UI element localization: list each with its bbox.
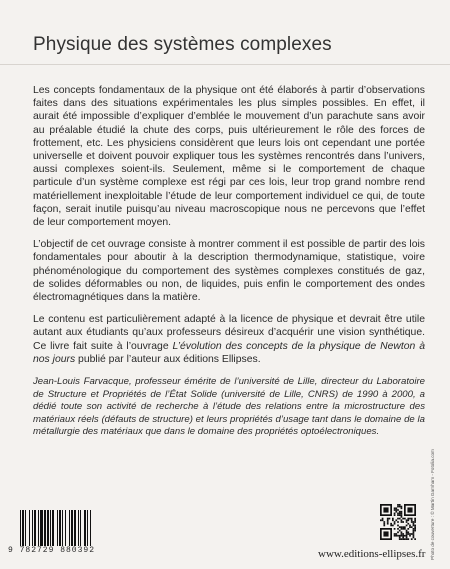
barcode-bar bbox=[44, 510, 46, 546]
photo-credit-text: Photo de couverture : © Martin Garnham - Fotolia.com bbox=[430, 449, 435, 560]
qr-module bbox=[401, 528, 403, 530]
qr-module bbox=[409, 535, 411, 537]
qr-module bbox=[414, 519, 416, 521]
qr-module bbox=[390, 525, 392, 527]
barcode-bar bbox=[38, 510, 39, 546]
back-cover-text bbox=[33, 84, 425, 448]
qr-module bbox=[411, 519, 413, 521]
barcode-bar bbox=[22, 510, 24, 546]
qr-module bbox=[401, 507, 403, 509]
qr-module bbox=[397, 528, 399, 530]
qr-module bbox=[399, 537, 401, 539]
qr-module bbox=[399, 513, 401, 515]
qr-module bbox=[401, 511, 403, 513]
qr-module bbox=[397, 514, 399, 516]
qr-module bbox=[392, 519, 394, 521]
qr-module bbox=[413, 530, 415, 532]
barcode-bar bbox=[25, 510, 26, 546]
qr-module bbox=[406, 530, 408, 532]
qr-module bbox=[406, 525, 408, 527]
qr-module bbox=[394, 521, 396, 523]
qr-module bbox=[383, 525, 385, 527]
qr-module bbox=[407, 538, 409, 540]
qr-module bbox=[409, 518, 411, 520]
qr-module bbox=[389, 518, 391, 520]
qr-module bbox=[414, 521, 416, 523]
qr-module bbox=[395, 533, 397, 535]
qr-module bbox=[397, 518, 399, 520]
qr-module bbox=[407, 518, 409, 520]
paragraph-intro: Les concepts fondamentaux de la physique ont été élaborés à partir d’observations faites dans des situations expérimentales les plus simples possibles. En effet, il aurait été impossible d’expliquer d’emblée le mouvement d’un parachute sans avoir au préalable étudié la chute des corps, puis ultérieurement le rôle des forces de frottement, etc. Les physiciens considèrent que leurs lois ont cependant une portée universelle et doivent pouvoir expliquer tous les systèmes rencontrés dans l’univers, aussi complexes soient-ils. Seulement, même si le comportement de chaque particule d’un système complexe est régi par ces lois, leur trop grand nombre rend matériellement inexploitable l’étude de leur comportement individuel ce qui, de toute façon, serait inutile puisqu’au niveau macroscopique nous ne percevons que l’effet de leur comportement moyen. bbox=[33, 85, 425, 229]
qr-module bbox=[392, 525, 394, 527]
qr-module bbox=[397, 504, 399, 506]
qr-module bbox=[409, 533, 411, 535]
qr-module bbox=[414, 518, 416, 520]
qr-module bbox=[399, 535, 401, 537]
qr-module bbox=[394, 523, 396, 525]
qr-module bbox=[407, 507, 412, 512]
qr-module bbox=[395, 509, 397, 511]
barcode-bar bbox=[32, 510, 33, 546]
qr-module bbox=[399, 511, 401, 513]
qr-module bbox=[380, 519, 382, 521]
qr-module bbox=[413, 533, 415, 535]
qr-module bbox=[397, 506, 399, 508]
paragraph-audience-end: publié par l’auteur aux éditions Ellipses. bbox=[75, 353, 261, 365]
qr-module bbox=[404, 518, 406, 520]
qr-module bbox=[395, 519, 397, 521]
qr-module bbox=[406, 537, 408, 539]
qr-module bbox=[383, 507, 388, 512]
qr-module bbox=[401, 538, 403, 540]
qr-module bbox=[411, 538, 413, 540]
qr-module bbox=[413, 535, 415, 537]
barcode-bar bbox=[80, 510, 81, 546]
qr-module bbox=[406, 533, 408, 535]
qr-module bbox=[404, 538, 406, 540]
qr-module bbox=[407, 531, 409, 533]
qr-module bbox=[411, 526, 413, 528]
barcode-bar bbox=[34, 510, 36, 546]
barcode-bar bbox=[65, 510, 66, 546]
barcode-bar bbox=[84, 510, 86, 546]
publisher-url: www.editions-ellipses.fr bbox=[318, 548, 426, 560]
paragraph-audience-start: Le contenu est particulièrement adapté à la licence de physique et devrait être utile autant aux étudiants qu’aux professeurs désireux d’acquérir une vision synthétique. Ce livre fait suite à l’ouvrage bbox=[33, 314, 425, 352]
qr-module bbox=[397, 509, 399, 511]
qr-module bbox=[402, 535, 404, 537]
qr-module bbox=[413, 531, 415, 533]
qr-module bbox=[414, 538, 416, 540]
qr-module bbox=[413, 525, 415, 527]
barcode-bar bbox=[29, 510, 30, 546]
qr-module bbox=[397, 525, 399, 527]
barcode-bar bbox=[59, 510, 61, 546]
barcode-bar bbox=[78, 510, 79, 546]
qr-module bbox=[407, 528, 409, 530]
qr-module bbox=[411, 518, 413, 520]
qr-module bbox=[397, 531, 399, 533]
qr-module bbox=[401, 519, 403, 521]
author-bio: Jean-Louis Farvacque, professeur émérite de l’université de Lille, directeur du Laboratoire de Structure et Propriétés de l’État Solide (université de Lille, CNRS) de 1990 à 2000, a dédié toute son activité de recherche à l’étude des relations entre la microstructure des matériaux réels (défauts de structure) et leurs propriétés d’usage tant dans le domaine de la métallurgie des matériaux que dans le domaine des propriétés optoélectroniques. bbox=[33, 376, 425, 438]
qr-module bbox=[401, 506, 403, 508]
qr-module bbox=[411, 521, 413, 523]
barcode-bar bbox=[52, 510, 54, 546]
qr-module bbox=[395, 511, 397, 513]
qr-module bbox=[401, 514, 403, 516]
qr-module bbox=[395, 507, 397, 509]
photo-credit bbox=[430, 410, 440, 560]
qr-module bbox=[406, 519, 408, 521]
barcode-bar bbox=[20, 510, 21, 546]
qr-module bbox=[387, 523, 389, 525]
qr-module bbox=[414, 528, 416, 530]
barcode-bar bbox=[47, 510, 49, 546]
qr-module bbox=[394, 533, 396, 535]
qr-module bbox=[399, 514, 401, 516]
barcode-bar bbox=[87, 510, 88, 546]
paragraph-audience bbox=[33, 313, 425, 366]
qr-module bbox=[383, 521, 385, 523]
qr-module bbox=[409, 525, 411, 527]
qr-module bbox=[414, 525, 416, 527]
qr-module bbox=[394, 535, 396, 537]
qr-module bbox=[399, 504, 401, 506]
qr-module bbox=[387, 519, 389, 521]
qr-module bbox=[382, 519, 384, 521]
qr-module bbox=[401, 513, 403, 515]
qr-module bbox=[407, 533, 409, 535]
qr-module bbox=[407, 519, 409, 521]
qr-module bbox=[406, 531, 408, 533]
qr-module bbox=[394, 514, 396, 516]
qr-module bbox=[399, 506, 401, 508]
title-divider bbox=[0, 64, 450, 65]
qr-module bbox=[402, 537, 404, 539]
qr-code bbox=[380, 504, 416, 540]
qr-module bbox=[407, 523, 409, 525]
qr-module bbox=[394, 509, 396, 511]
qr-module bbox=[401, 526, 403, 528]
qr-module bbox=[399, 518, 401, 520]
referenced-book-title: L’évolution des concepts de la physique de Newton à nos jours bbox=[33, 340, 425, 365]
qr-module bbox=[413, 537, 415, 539]
qr-module bbox=[406, 521, 408, 523]
qr-module bbox=[402, 528, 404, 530]
qr-module bbox=[413, 521, 415, 523]
qr-module bbox=[395, 535, 397, 537]
qr-module bbox=[397, 535, 399, 537]
paragraph-objective: L’objectif de cet ouvrage consiste à montrer comment il est possible de partir des lois fondamentales pour aboutir à la description thermodynamique, statistique, voire phénoménologique du comportement des systèmes complexes constitués de gaz, de solides déformables ou non, de liquides, puis enfin le comportement des ondes électromagnétiques dans la matière. bbox=[33, 239, 425, 304]
qr-module bbox=[401, 516, 403, 518]
qr-module bbox=[401, 531, 403, 533]
book-title: Physique des systèmes complexes bbox=[33, 34, 332, 55]
qr-module bbox=[402, 521, 404, 523]
qr-module bbox=[401, 535, 403, 537]
qr-module bbox=[402, 538, 404, 540]
barcode-bar bbox=[62, 510, 63, 546]
qr-module bbox=[401, 533, 403, 535]
qr-code-pattern bbox=[380, 504, 416, 540]
barcode-bar bbox=[57, 510, 58, 546]
qr-module bbox=[399, 538, 401, 540]
qr-module bbox=[414, 530, 416, 532]
qr-module bbox=[406, 538, 408, 540]
barcode-bar bbox=[74, 510, 76, 546]
qr-module bbox=[387, 518, 389, 520]
qr-module bbox=[387, 521, 389, 523]
qr-module bbox=[404, 526, 406, 528]
qr-module bbox=[402, 518, 404, 520]
qr-module bbox=[404, 535, 406, 537]
qr-module bbox=[394, 528, 396, 530]
barcode-bar bbox=[90, 510, 91, 546]
isbn-number: 9 782729 880392 bbox=[8, 546, 96, 555]
barcode-bar bbox=[69, 510, 70, 546]
barcode-bars bbox=[14, 510, 134, 546]
qr-module bbox=[404, 528, 406, 530]
qr-module bbox=[392, 518, 394, 520]
qr-module bbox=[402, 526, 404, 528]
qr-module bbox=[413, 523, 415, 525]
qr-module bbox=[413, 528, 415, 530]
qr-module bbox=[401, 521, 403, 523]
qr-module bbox=[409, 526, 411, 528]
qr-module bbox=[402, 533, 404, 535]
qr-module bbox=[383, 531, 388, 536]
qr-module bbox=[382, 518, 384, 520]
qr-module bbox=[414, 526, 416, 528]
barcode-bar bbox=[50, 510, 51, 546]
qr-module bbox=[397, 513, 399, 515]
barcode-bar bbox=[40, 510, 43, 546]
qr-module bbox=[399, 530, 401, 532]
qr-module bbox=[394, 507, 396, 509]
qr-module bbox=[383, 523, 385, 525]
qr-module bbox=[397, 521, 399, 523]
qr-module bbox=[406, 535, 408, 537]
qr-module bbox=[390, 523, 392, 525]
qr-module bbox=[394, 513, 396, 515]
barcode-bar bbox=[71, 510, 73, 546]
qr-module bbox=[411, 533, 413, 535]
qr-module bbox=[399, 526, 401, 528]
